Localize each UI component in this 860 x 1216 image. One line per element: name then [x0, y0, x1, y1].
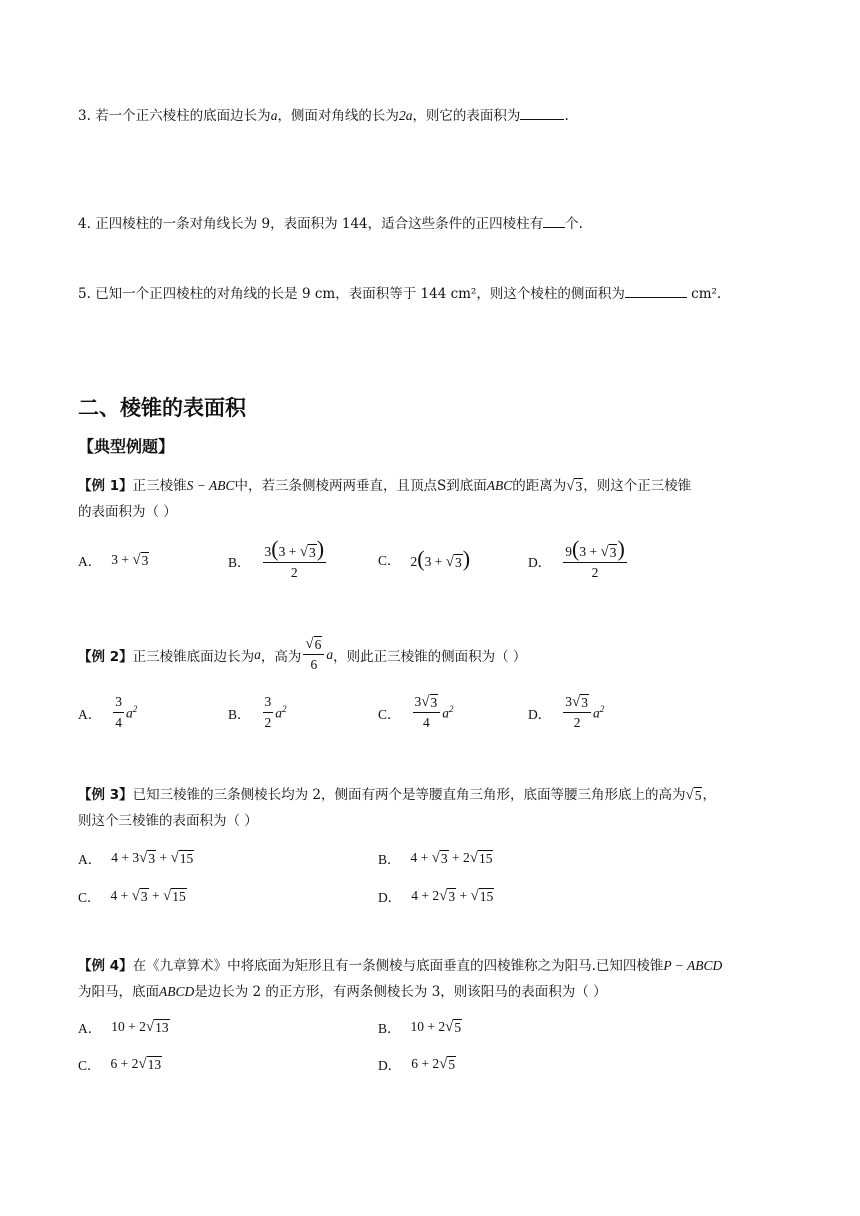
question-3 [78, 104, 569, 124]
ex1-option-d-frac: 9(3 + √ 3 ) 2 [565, 536, 625, 580]
q3-text-1: 若一个正六棱柱的底面边长为 [95, 108, 271, 124]
example-1-tag: 【例 1】 [78, 478, 133, 494]
q4-text: 正四棱柱的一条对角线长为 9，表面积为 144，适合这些条件的正四棱柱有 [95, 216, 544, 232]
ex2-option-b-frac: $\frac{3}{2}$ [264, 694, 272, 730]
q5-number: 5. [78, 286, 91, 302]
ex3-sqrt5: √ 5 [685, 787, 702, 803]
ex2-option-b[interactable]: B． $\frac{3}{2}$ $a^2$ [228, 692, 287, 733]
example-3-line-2: 则这个三棱锥的表面积为（ ） [78, 813, 258, 829]
ex4-option-a[interactable]: A． 10 + 2 √ 13 [78, 1019, 169, 1036]
example-4-line-2 [78, 980, 607, 1000]
ex3-text-1: 已知三棱锥的三条侧棱长均为 2，侧面有两个是等腰直角三角形，底面等腰三角形底上的高为 [132, 787, 686, 803]
q3-answer-blank [520, 107, 564, 120]
q3-var-a: a [270, 108, 278, 123]
option-label: C． [78, 1058, 101, 1073]
q5-text: 已知一个正四棱柱的对角线的长是 9 cm，表面积等于 144 cm²，则这个棱柱的侧面积为 [95, 286, 625, 302]
ex4-option-b[interactable]: B． 10 + 2 √ 5 [378, 1019, 462, 1036]
ex1-option-b[interactable] [228, 538, 328, 583]
ex1-option-b-frac: 3(3 + √ 3 ) 2 [264, 536, 325, 580]
ex1-text-3: 的距离为 [512, 478, 567, 494]
ex2-text-2: ，高为 [260, 648, 302, 665]
ex3-option-d[interactable]: D． 4 + 2 √ 3 + √ 15 [378, 888, 494, 905]
option-label: A． [78, 1021, 102, 1036]
option-label: D． [528, 554, 552, 570]
ex2-height-frac: √ 6 6 [303, 634, 324, 675]
q3-number: 3. [78, 108, 91, 124]
example-1-line-2: 的表面积为（ ） [78, 504, 177, 520]
ex4-text-2b: 是边长为 2 的正方形，有两条侧棱长为 3，则该阳马的表面积为（ ） [194, 984, 607, 1000]
ex2-option-d-frac: 3 √ 3 2 [563, 692, 591, 733]
ex1-abc: ABC [486, 478, 513, 493]
ex4-text-1: 在《九章算术》中将底面为矩形且有一条侧棱与底面垂直的四棱锥称之为阳马.已知四棱锥 [132, 958, 664, 974]
ex3-option-b[interactable]: B． 4 + √ 3 + 2 √ 15 [378, 850, 493, 867]
example-4-tag: 【例 4】 [78, 958, 133, 974]
q4-end: 个. [565, 216, 583, 232]
ex1-option-a[interactable] [78, 550, 149, 570]
ex2-option-c[interactable]: C． 3 √ 3 4 $a^2$ [378, 692, 454, 733]
q3-text-3: ，则它的表面积为 [412, 108, 521, 124]
example-3-tag: 【例 3】 [78, 787, 133, 803]
ex3-option-c[interactable]: C． 4 + √ 3 + √ 15 [78, 888, 186, 905]
subsection-title: 【典型例题】 [78, 437, 175, 456]
ex1-text-1: 正三棱锥 [132, 478, 187, 494]
ex2-option-a[interactable]: A． $\frac{3}{4}$ $a^2$ [78, 692, 137, 733]
q3-text-2: ，侧面对角线的长为 [277, 108, 399, 124]
example-2-stem: 【例 2】 正三棱锥底面边长为 a ，高为 √ 6 6 a ，则此正三棱锥的侧面积为（ ） [78, 634, 526, 675]
q4-answer-blank [543, 215, 565, 228]
option-label: B． [228, 706, 251, 722]
ex1-option-d[interactable] [528, 538, 629, 583]
option-label: D． [378, 1058, 402, 1073]
ex4-option-d[interactable]: D． 6 + 2 √ 5 [378, 1056, 456, 1073]
example-3-stem: 【例 3】已知三棱锥的三条侧棱长均为 2，侧面有两个是等腰直角三角形，底面等腰三角形底上的高为 √ 5 ， [78, 787, 716, 803]
question-5 [78, 282, 721, 302]
ex4-pabcd: P − ABCD [663, 958, 723, 973]
option-label: A． [78, 852, 102, 867]
ex2-option-d[interactable]: D． 3 √ 3 2 $a^2$ [528, 692, 604, 733]
option-label: D． [378, 890, 402, 905]
option-label: A． [78, 706, 102, 722]
ex1-text-4: ，则这个正三棱锥 [583, 478, 692, 494]
option-label: B． [378, 852, 401, 867]
ex4-abcd: ABCD [159, 984, 195, 999]
example-2-tag: 【例 2】 [78, 648, 133, 665]
ex2-var-a: a [254, 646, 261, 662]
option-label: B． [378, 1021, 401, 1036]
ex1-sabc: S − ABC [186, 478, 235, 493]
option-label: C． [78, 890, 101, 905]
option-label: C． [378, 553, 401, 568]
q3-end: . [564, 108, 569, 124]
example-4-stem [78, 954, 722, 974]
section-title: 二、棱锥的表面积 [78, 396, 246, 420]
ex1-option-c[interactable] [378, 548, 470, 570]
ex2-option-a-frac: $\frac{3}{4}$ [115, 694, 122, 730]
q5-end: cm². [691, 286, 722, 302]
example-1-stem [78, 474, 691, 494]
option-label: C． [378, 706, 401, 722]
option-label: A． [78, 554, 102, 569]
ex1-option-a-expr: 3 + √ 3 [111, 552, 149, 568]
ex3-option-a[interactable]: A． 4 + 3 √ 3 + √ 15 [78, 850, 194, 867]
ex2-option-c-frac: 3 √ 3 4 [413, 692, 441, 733]
q5-answer-blank [625, 285, 687, 298]
ex1-text-2: 中，若三条侧棱两两垂直，且顶点S到底面 [234, 478, 487, 494]
ex4-text-2a: 为阳马，底面 [78, 984, 159, 1000]
q4-number: 4. [78, 216, 91, 232]
option-label: D． [528, 706, 552, 722]
ex1-option-c-expr: 2(3 + √ 3 ) [410, 546, 471, 571]
q3-var-2a: 2a [398, 108, 413, 123]
question-4 [78, 212, 583, 232]
ex1-sqrt3: √ 3 [566, 478, 583, 494]
ex2-text-1: 正三棱锥底面边长为 [132, 648, 255, 665]
option-label: B． [228, 554, 251, 570]
ex2-text-3: ，则此正三棱锥的侧面积为（ ） [333, 648, 527, 665]
ex4-option-c[interactable]: C． 6 + 2 √ 13 [78, 1056, 162, 1073]
